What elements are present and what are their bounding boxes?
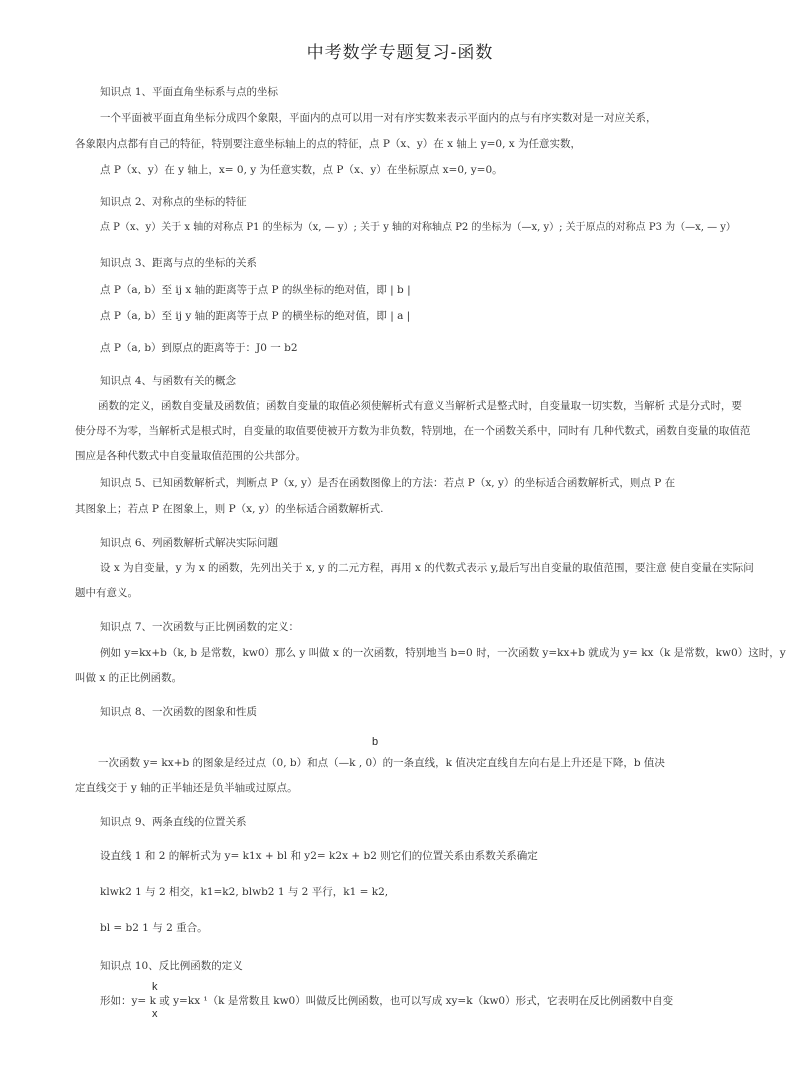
section-4-heading: 知识点 4、与函数有关的概念 bbox=[100, 375, 237, 387]
section-8-line-2: 定直线交于 y 轴的正半轴还是负半轴或过原点。 bbox=[75, 782, 298, 794]
section-1-line-2: 各象限内点都有自己的特征，特别要注意坐标轴上的点的特征，点 P（x、y）在 x 轴上 y=0, x 为任意实数， bbox=[75, 138, 582, 150]
section-1-line-3: 点 P（x、y）在 y 轴上，x= 0, y 为任意实数，点 P（x、y）在坐标原点 x=0, y=0。 bbox=[100, 164, 503, 176]
section-6-heading: 知识点 6、列函数解析式解决实际问题 bbox=[100, 537, 279, 549]
fraction-denominator-x: x bbox=[152, 1008, 158, 1020]
section-3-heading: 知识点 3、距离与点的坐标的关系 bbox=[100, 257, 258, 269]
page-title: 中考数学专题复习-函数 bbox=[306, 43, 494, 63]
section-6-line-1: 设 x 为自变量，y 为 x 的函数，先列出关于 x, y 的二元方程，再用 x 的代数式表示 y,最后写出自变量的取值范围，要注意 使自变量在实际问 bbox=[100, 562, 754, 574]
section-7-line-1: 例如 y=kx+b（k, b 是常数，kw0）那么 y 叫做 x 的一次函数，特别地当 b=0 时，一次函数 y=kx+b 就成为 y= kx（k 是常数，kw0）这时，y bbox=[100, 647, 786, 659]
section-9-heading: 知识点 9、两条直线的位置关系 bbox=[100, 816, 247, 828]
section-2-line-1: 点 P（x、y）关于 x 轴的对称点 P1 的坐标为（x, — y）; 关于 y 轴的对称轴点 P2 的坐标为（—x, y）; 关于原点的对称点 P3 为（—x, — y） bbox=[100, 222, 736, 233]
section-9-line-2: klwk2 1 与 2 相交，k1=k2, blwb2 1 与 2 平行，k1 = k2, bbox=[100, 886, 389, 898]
section-9-line-3: bl = b2 1 与 2 重合。 bbox=[100, 922, 208, 934]
section-4-line-2: 使分母不为零，当解析式是根式时，自变量的取值要使被开方数为非负数，特别地，在一个函数关系中，同时有 几种代数式，函数自变量的取值范 bbox=[75, 425, 751, 437]
section-7-line-2: 叫做 x 的正比例函数。 bbox=[75, 672, 183, 684]
section-1-line-1: 一个平面被平面直角坐标分成四个象限，平面内的点可以用一对有序实数来表示平面内的点与有序实数对是一对应关系， bbox=[100, 112, 657, 124]
fraction-numerator-b: b bbox=[372, 736, 379, 748]
section-9-line-1: 设直线 1 和 2 的解析式为 y= k1x + bl 和 y2= k2x + b2 则它们的位置关系由系数关系确定 bbox=[100, 850, 538, 862]
section-4-line-3: 围应是各种代数式中自变量取值范围的公共部分。 bbox=[75, 450, 306, 462]
section-7-heading: 知识点 7、一次函数与正比例函数的定义： bbox=[100, 621, 300, 633]
section-3-line-1: 点 P（a, b）至 ij x 轴的距离等于点 P 的纵坐标的绝对值，即 | b | bbox=[100, 284, 411, 296]
section-8-line-1: 一次函数 y= kx+b 的图象是经过点（0, b）和点（—k , 0）的一条直线，k 值决定直线自左向右是上升还是下降，b 值决 bbox=[98, 757, 665, 769]
section-10-line-1: 形如：y= k 或 y=kx ¹（k 是常数且 kw0）叫做反比例函数，也可以写成 xy=k（kw0）形式，它表明在反比例函数中自变 bbox=[100, 995, 674, 1007]
section-3-line-2: 点 P（a, b）至 ij y 轴的距离等于点 P 的横坐标的绝对值，即 | a | bbox=[100, 310, 411, 322]
section-2-heading: 知识点 2、对称点的坐标的特征 bbox=[100, 196, 247, 208]
section-10-heading: 知识点 10、反比例函数的定义 bbox=[100, 960, 243, 972]
section-8-heading: 知识点 8、一次函数的图象和性质 bbox=[100, 706, 258, 718]
section-6-line-2: 题中有意义。 bbox=[75, 587, 138, 599]
section-5-line-2: 其图象上；若点 P 在图象上，则 P（x, y）的坐标适合函数解析式. bbox=[75, 503, 384, 515]
section-3-line-3: 点 P（a, b）到原点的距离等于：J0 一 b2 bbox=[100, 342, 298, 354]
fraction-numerator-k: k bbox=[152, 981, 158, 993]
section-1-heading: 知识点 1、平面直角坐标系与点的坐标 bbox=[100, 86, 279, 98]
section-4-line-1: 函数的定义，函数自变量及函数值；函数自变量的取值必须使解析式有意义当解析式是整式时，自变量取一切实数，当解析 式是分式时，要 bbox=[98, 400, 742, 412]
section-5-line-1: 知识点 5、已知函数解析式，判断点 P（x, y）是否在函数图像上的方法：若点 P（x, y）的坐标适合函数解析式，则点 P 在 bbox=[100, 477, 676, 489]
